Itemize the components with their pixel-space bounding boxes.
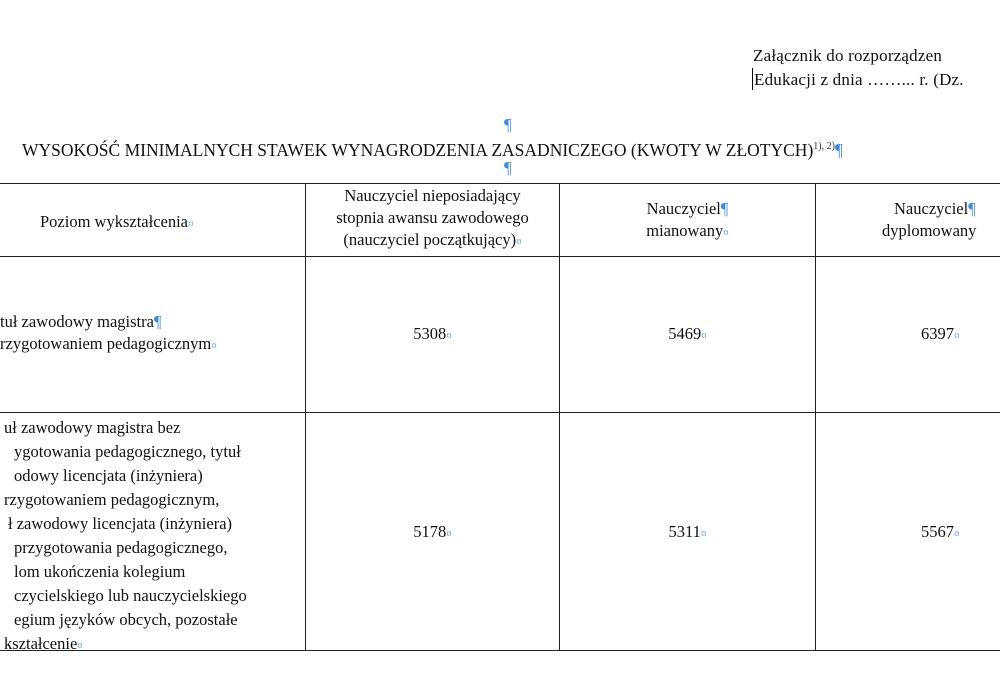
- level-line: lom ukończenia kolegium: [14, 562, 186, 581]
- salary-value: 5469: [668, 324, 702, 343]
- cell-marker: ¤: [723, 226, 729, 239]
- level-line: egium języków obcych, pozostałe: [14, 610, 238, 629]
- title-text: WYSOKOŚĆ MINIMALNYCH STAWEK WYNAGRODZENIA ZASADNICZEGO (KWOTY W ZŁOTYCH): [22, 140, 814, 160]
- row-2-value-no-promotion: [306, 521, 559, 543]
- header-line: stopnia awansu zawodowego: [336, 207, 529, 227]
- pilcrow-mark: ¶: [504, 115, 512, 134]
- level-line: odowy licencjata (inżyniera): [14, 466, 203, 485]
- cell-marker: ¤: [446, 528, 452, 540]
- cell-marker: ¤: [954, 528, 960, 540]
- level-line: przygotowania pedagogicznego,: [14, 538, 228, 557]
- header-cell-education-level: [40, 211, 194, 233]
- header-line-last: [306, 229, 559, 251]
- header-line: mianowany: [646, 220, 724, 240]
- level-line: czycielskiego lub nauczycielskiego: [14, 586, 247, 605]
- level-line: ł zawodowy licencjata (inżyniera): [8, 514, 233, 533]
- table-rule: [0, 183, 1000, 184]
- title-footnotes: 1), 2): [813, 141, 835, 153]
- pilcrow-mark: ¶: [504, 158, 512, 177]
- header-line: Nauczyciel: [646, 199, 721, 218]
- text-cursor: [752, 68, 753, 90]
- header-line: (nauczyciel początkujący): [343, 229, 517, 249]
- table-column-divider: [815, 183, 816, 651]
- document-title: [22, 140, 843, 161]
- header-line: Poziom wykształcenia: [40, 212, 189, 231]
- row-1-value-no-promotion: [306, 323, 559, 345]
- pilcrow-mark: ¶: [153, 312, 162, 331]
- cell-marker: ¤: [700, 528, 707, 540]
- pilcrow-mark: ¶: [720, 199, 729, 218]
- level-line: tuł zawodowy magistra: [0, 312, 154, 331]
- row-1-value-appointed: [560, 323, 815, 345]
- cell-marker: ¤: [211, 339, 217, 352]
- level-line: rzygotowaniem pedagogicznym: [0, 333, 212, 353]
- table-rule: [0, 256, 1000, 257]
- salary-value: 5308: [413, 324, 447, 343]
- attachment-header-line-1: Załącznik do rozporządzen: [753, 46, 943, 65]
- level-line: kształcenie: [4, 634, 78, 653]
- salary-value: 6397: [921, 324, 954, 343]
- table-column-divider: [305, 183, 306, 651]
- cell-marker: ¤: [954, 330, 960, 342]
- header-cell-appointed: [560, 198, 815, 242]
- salary-value: 5311: [668, 522, 701, 541]
- table-column-divider: [559, 183, 560, 651]
- table-rule: [0, 412, 1000, 413]
- row-2-education-level: [0, 416, 247, 658]
- row-1-education-level: [0, 311, 217, 355]
- header-line: Nauczyciel nieposiadający: [344, 186, 521, 205]
- level-line: uł zawodowy magistra bez: [4, 418, 181, 437]
- header-line: dyplomowany: [882, 220, 977, 240]
- row-2-value-certified: [921, 521, 960, 543]
- cell-marker: ¤: [77, 640, 83, 652]
- salary-value: 5567: [921, 522, 954, 541]
- salary-table: [0, 183, 1000, 651]
- level-line: ygotowania pedagogicznego, tytuł: [14, 442, 241, 461]
- cell-marker: ¤: [188, 218, 194, 230]
- attachment-header-line-2: Edukacji z dnia ……... r. (Dz.: [754, 70, 964, 89]
- cell-marker: ¤: [701, 330, 707, 342]
- header-cell-certified: [882, 198, 977, 242]
- cell-marker: ¤: [446, 330, 452, 342]
- level-line: rzygotowaniem pedagogicznym,: [4, 490, 220, 509]
- pilcrow-mark: ¶: [834, 140, 843, 160]
- header-cell-no-promotion: [306, 185, 559, 250]
- row-2-value-appointed: [560, 521, 815, 543]
- row-1-value-certified: [921, 323, 960, 345]
- cell-marker: ¤: [516, 235, 522, 248]
- salary-value: 5178: [413, 522, 447, 541]
- pilcrow-mark: ¶: [968, 199, 976, 218]
- header-line: Nauczyciel: [894, 199, 969, 218]
